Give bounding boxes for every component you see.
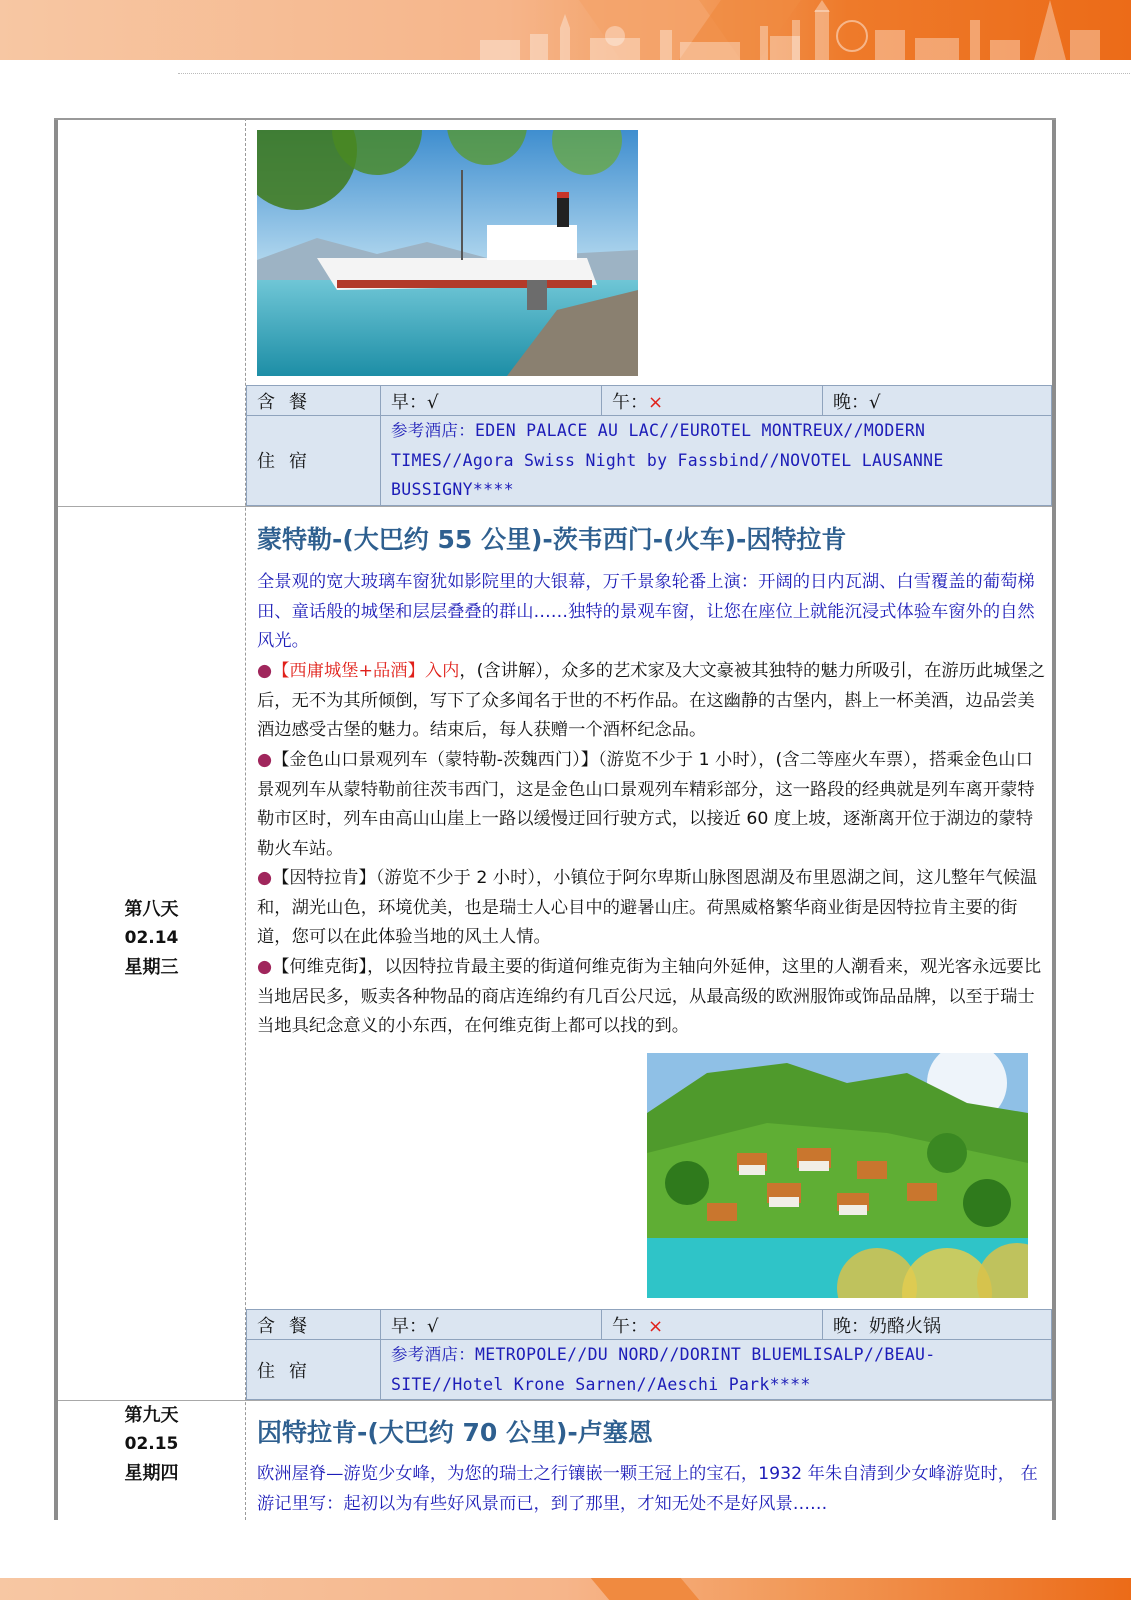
- meals-label: 含餐: [247, 386, 381, 416]
- steamboat-lake-photo: [257, 130, 638, 376]
- cross-icon: ×: [648, 391, 664, 413]
- bullet-icon: ●: [257, 957, 273, 977]
- hotel-label: 住宿: [247, 1340, 381, 1400]
- day-weekday: 星期三: [124, 957, 179, 978]
- hotel-text: 参考酒店：METROPOLE//DU NORD//DORINT BLUEMLISALP//BEAU-SITE//Hotel Krone Sarnen//Aeschi Park****: [381, 1340, 1052, 1400]
- day8-item-goldenpass: ●【金色山口景观列车（蒙特勒-茨魏西门）】（游览不少于 1 小时），(含二等座火车票），搭乘金色山口景观列车从蒙特勒前往茨韦西门，这是金色山口景观列车精彩部分，这一路段的经典就是列车离开蒙特勒市区时，列车由高山山崖上一路以缓慢迂回行驶方式，以接近 60 度上坡，逐渐离开位于湖边的蒙特勒火车站。: [257, 750, 1035, 859]
- day8-intro: 全景观的宽大玻璃车窗犹如影院里的大银幕，万千景象轮番上演：开阔的日内瓦湖、白雪覆盖的葡萄梯田、童话般的城堡和层层叠叠的群山……独特的景观车窗，让您在座位上就能沉浸式体验车窗外的自然风光。: [257, 572, 1035, 651]
- hotel-text: 参考酒店：EDEN PALACE AU LAC//EUROTEL MONTREUX//MODERN TIMES//Agora Swiss Night by Fassbind//NOVOTEL LAUSANNE BUSSIGNY****: [381, 416, 1052, 506]
- day-number: 第九天: [124, 1405, 179, 1426]
- day8-label: [58, 895, 245, 982]
- meals-hotel-table-prev: [246, 385, 1052, 506]
- bullet-icon: ●: [257, 661, 273, 681]
- day8-title: 蒙特勒-(大巴约 55 公里)-茨韦西门-(火车)-因特拉肯: [257, 525, 847, 554]
- day9-intro: 欧洲屋脊—游览少女峰，为您的瑞士之行镶嵌一颗王冠上的宝石，1932 年朱自清到少女峰游览时， 在游记里写：起初以为有些好风景而已，到了那里，才知无处不是好风景……: [257, 1464, 1038, 1514]
- dinner-cell: 晚：√: [823, 386, 1052, 416]
- breakfast-cell: 早：√: [381, 386, 602, 416]
- day8-item-chillon: ●【西庸城堡+品酒】入内，(含讲解），众多的艺术家及大文豪被其独特的魅力所吸引，在游历此城堡之后，无不为其所倾倒，写下了众多闻名于世的不朽作品。在这幽静的古堡内，斟上一杯美酒，边品尝美酒边感受古堡的魅力。结束后，每人获赠一个酒杯纪念品。: [257, 661, 1046, 740]
- interlaken-village-photo: [647, 1053, 1028, 1298]
- day8-item-hoeheweg: ●【何维克街】，以因特拉肯最主要的街道何维克街为主轴向外延伸，这里的人潮看来，观光客永远要比当地居民多，贩卖各种物品的商店连绵约有几百公尺远，从最高级的欧洲服饰或饰品品牌，以至于瑞士当地具纪念意义的小东西，在何维克街上都可以找的到。: [257, 957, 1042, 1036]
- day-number: 第八天: [124, 899, 179, 920]
- cross-icon: ×: [648, 1315, 664, 1337]
- day-weekday: 星期四: [124, 1463, 179, 1484]
- day8-item-interlaken: ●【因特拉肯】（游览不少于 2 小时），小镇位于阿尔卑斯山脉图恩湖及布里恩湖之间，这儿整年气候温和，湖光山色，环境优美，也是瑞士人心目中的避暑山庄。荷黑威格繁华商业街是因特拉肯主要的街道，您可以在此体验当地的风土人情。: [257, 868, 1038, 947]
- footer-band: [0, 1578, 1131, 1600]
- lunch-cell: 午：×: [602, 1310, 823, 1340]
- city-skyline-icon: [470, 0, 1130, 60]
- bullet-icon: ●: [257, 868, 273, 888]
- breakfast-cell: 早：√: [381, 1310, 602, 1340]
- header-dotted-rule: [178, 73, 1130, 74]
- meals-label: 含餐: [247, 1310, 381, 1340]
- meals-hotel-table-day8: [246, 1309, 1052, 1400]
- hotel-label: 住宿: [247, 416, 381, 506]
- day9-title: 因特拉肯-(大巴约 70 公里)-卢塞恩: [257, 1418, 653, 1447]
- day-date: 02.15: [124, 1434, 179, 1454]
- item-highlight: 【西庸城堡+品酒】入内: [272, 661, 460, 681]
- lunch-cell: 午：×: [602, 386, 823, 416]
- header-banner: [0, 0, 1131, 60]
- row-divider-day8: [58, 506, 1052, 507]
- bullet-icon: ●: [257, 750, 273, 770]
- table-top-border: [54, 118, 1056, 120]
- day-date: 02.14: [124, 928, 179, 948]
- table-left-border: [54, 118, 58, 1520]
- dinner-cell: 晚：奶酪火锅: [823, 1310, 1052, 1340]
- table-right-border: [1052, 118, 1056, 1520]
- day9-label: [58, 1401, 245, 1488]
